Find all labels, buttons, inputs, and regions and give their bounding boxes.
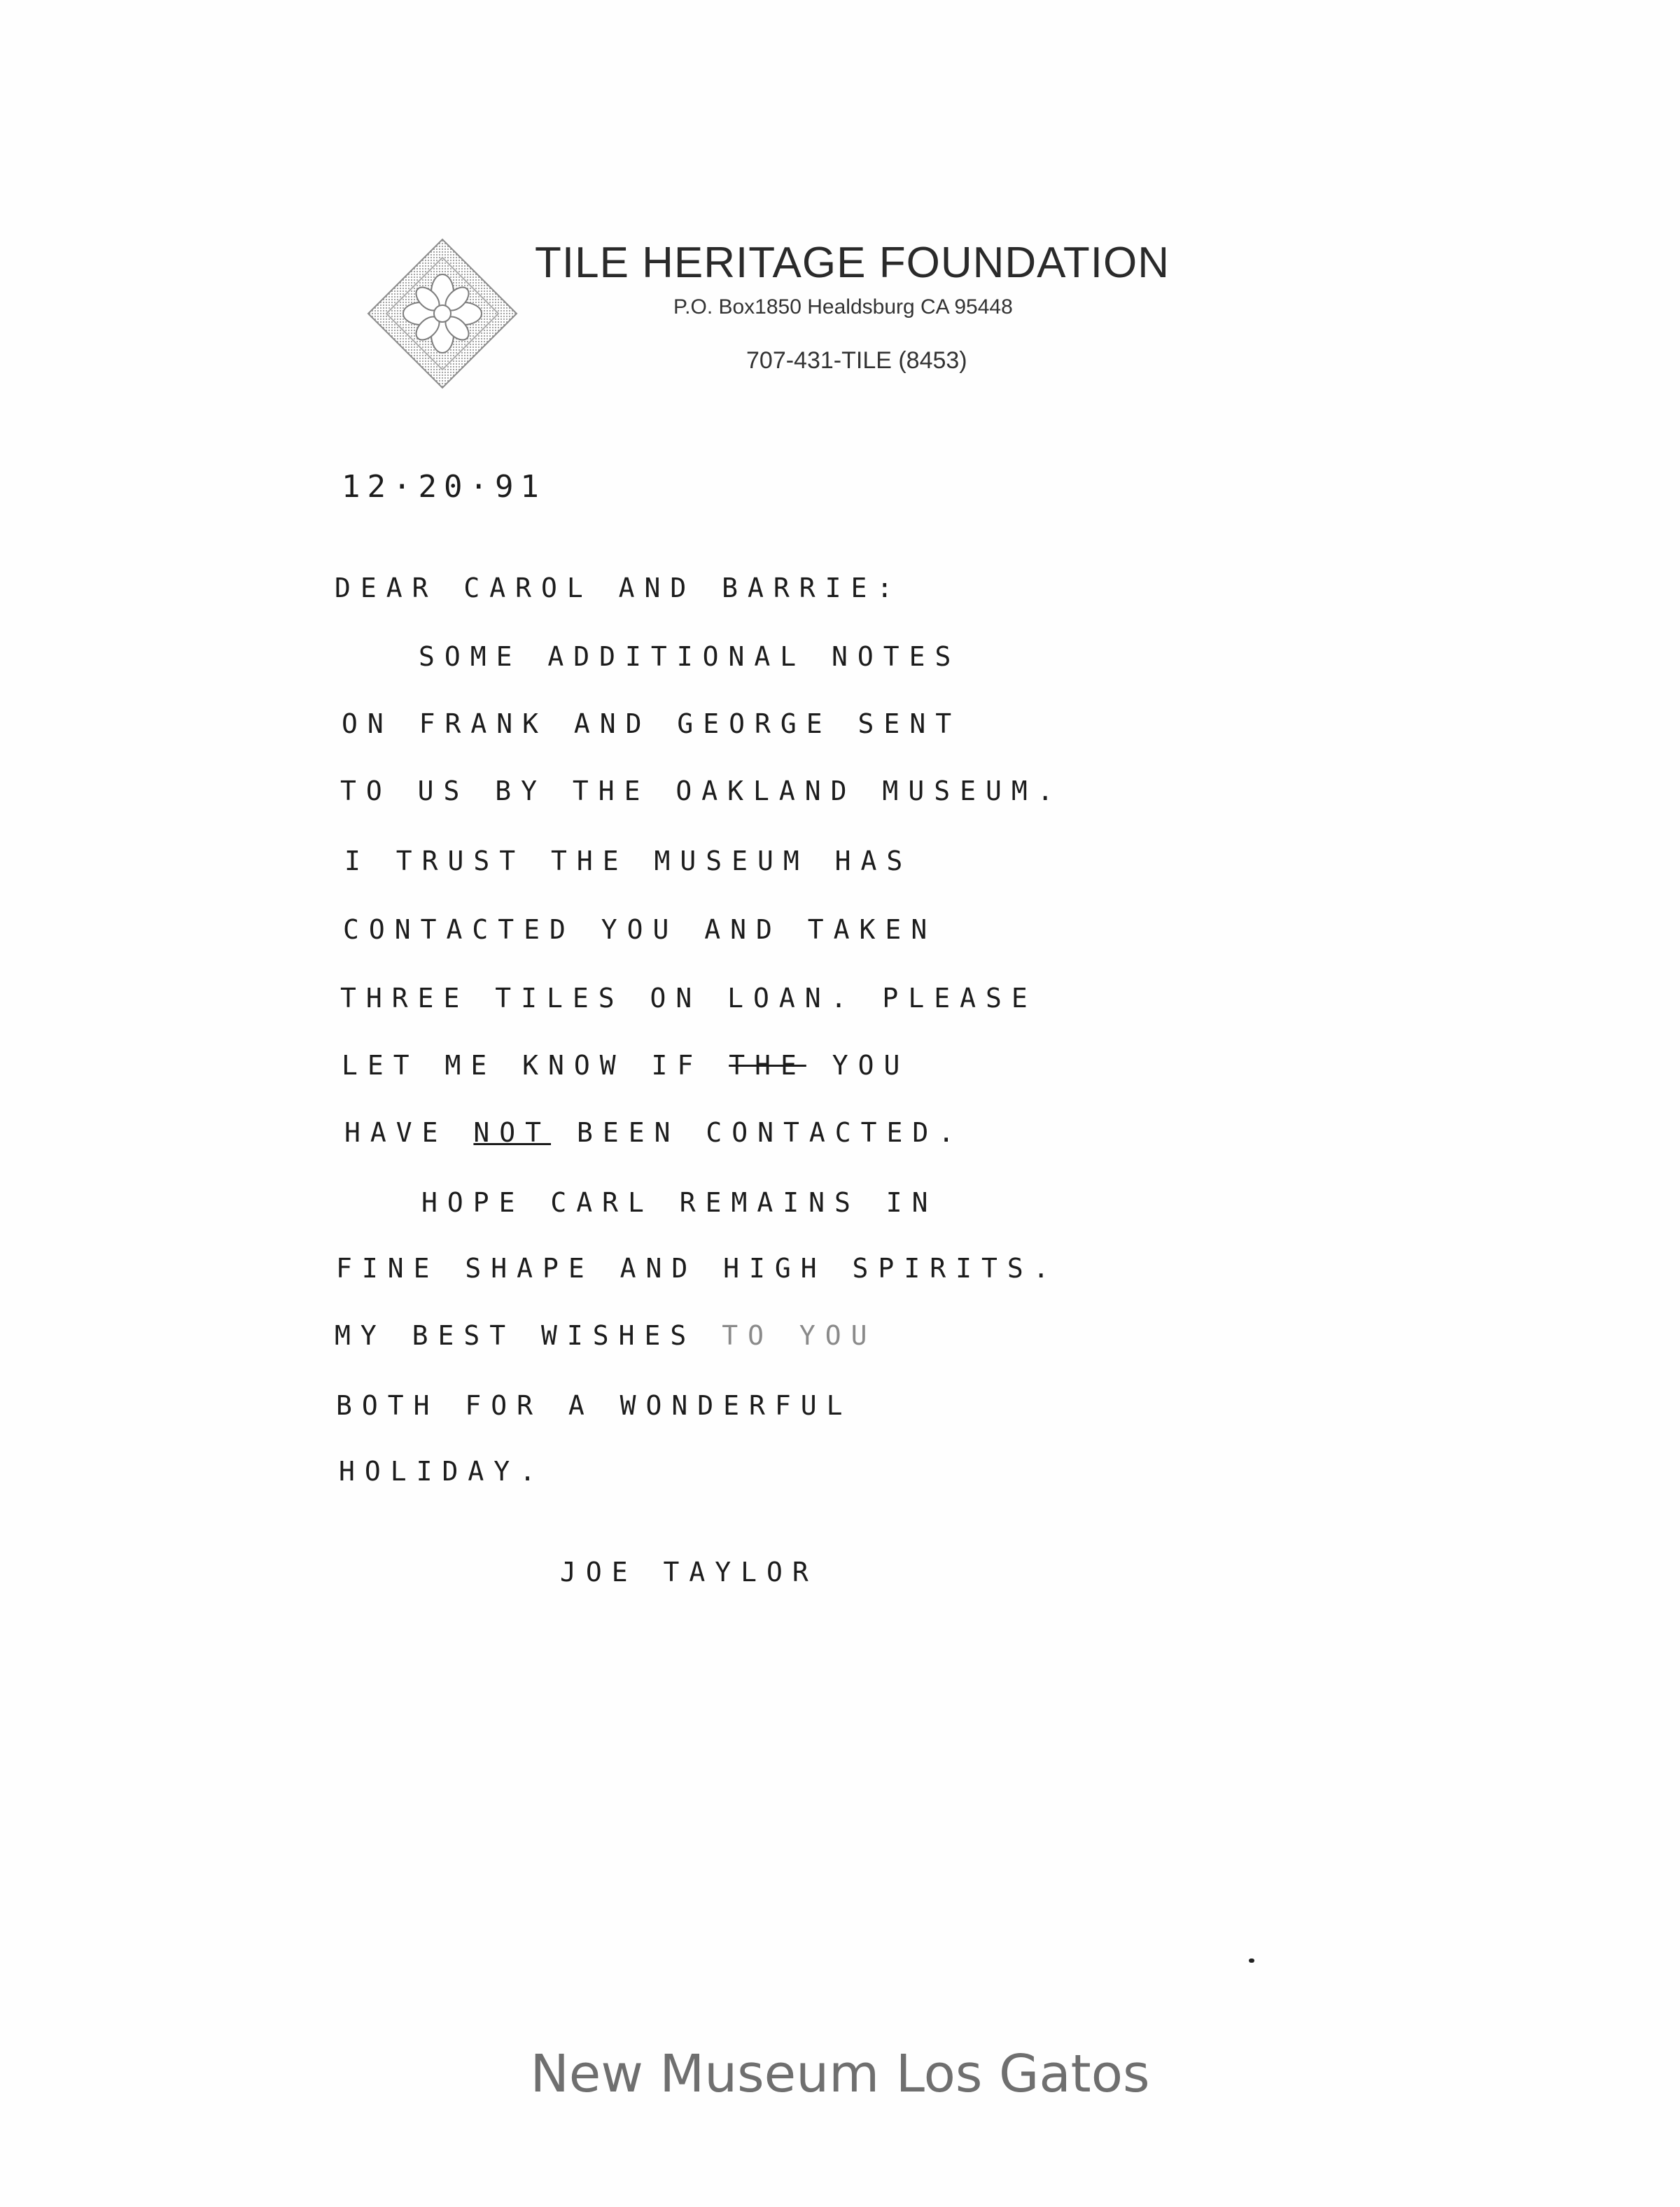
letter-text: BEEN CONTACTED. <box>576 1117 965 1148</box>
tile-logo-icon <box>365 237 519 391</box>
letter-line: THREE TILES ON LOAN. PLEASE <box>340 983 1037 1014</box>
letter-line: ON FRANK AND GEORGE SENT <box>342 708 962 739</box>
letter-text: YOU <box>832 1050 910 1081</box>
letter-date: 12·20·91 <box>342 469 546 505</box>
signature: JOE TAYLOR <box>560 1557 818 1588</box>
letter-line <box>344 1117 964 1148</box>
ink-speck <box>1249 1959 1254 1963</box>
letter-line <box>335 1320 876 1351</box>
letter-line: HOLIDAY. <box>339 1456 546 1487</box>
letter-line: FINE SHAPE AND HIGH SPIRITS. <box>336 1253 1059 1284</box>
letter-text: HAVE <box>344 1117 448 1148</box>
letter-line: SOME ADDITIONAL NOTES <box>419 641 961 672</box>
letter-line: HOPE CARL REMAINS IN <box>421 1187 938 1218</box>
salutation: DEAR CAROL AND BARRIE: <box>335 573 903 603</box>
watermark: New Museum Los Gatos <box>530 2044 1150 2104</box>
letter-line: CONTACTED YOU AND TAKEN <box>343 914 937 945</box>
letter-line: I TRUST THE MUSEUM HAS <box>344 846 913 876</box>
struck-word: THE <box>729 1050 806 1081</box>
letter-line: TO US BY THE OAKLAND MUSEUM. <box>340 776 1063 806</box>
letter-text: TO YOU <box>722 1320 877 1351</box>
org-phone: 707-431-TILE (8453) <box>746 347 967 374</box>
underlined-word: NOT <box>473 1117 552 1148</box>
letter-line: BOTH FOR A WONDERFUL <box>336 1390 853 1421</box>
org-name: TILE HERITAGE FOUNDATION <box>535 239 1170 287</box>
letter-text: MY BEST WISHES <box>335 1320 696 1351</box>
letter-text: LET ME KNOW IF <box>342 1050 704 1081</box>
org-address: P.O. Box1850 Healdsburg CA 95448 <box>673 295 1013 318</box>
letter-line <box>342 1050 909 1081</box>
